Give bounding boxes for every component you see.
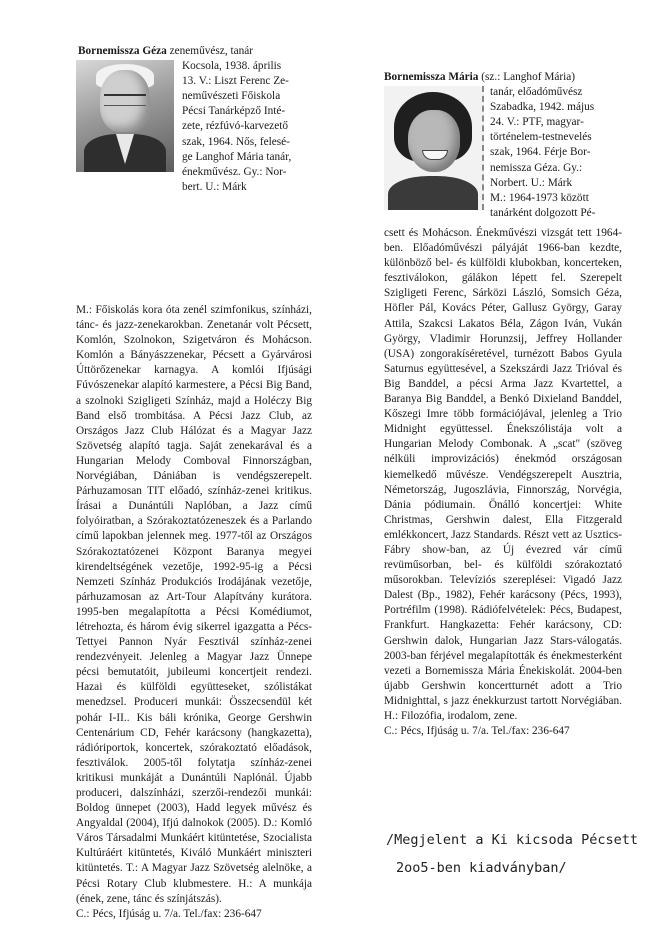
geza-name: Bornemissza Géza: [78, 45, 167, 57]
geza-line: Kocsola, 1938. április: [182, 60, 282, 73]
geza-line: neművészeti Főiskola: [182, 90, 281, 103]
geza-line: ge Langhof Mária tanár,: [182, 150, 292, 163]
maria-line: M.: 1964-1973 között: [490, 191, 589, 204]
maria-line: Szabadka, 1942. május: [490, 101, 595, 114]
maria-body: csett és Mohácson. Énekművészi vizsgát tett 1964-ben. Előadóművészi pályáját 1966-ban kezdte, különböző bel- és külföldi klubokban, koncerteken, fesztiválokon, gálákon lépett fel. Szerepelt Szigligeti Ferenc, Sárközi László, Somsich Géza, Höfler Pál, Kovács Péter, Gallusz György, Garay Attila, Szakcsi Lakatos Béla, Zágon Iván, Vukán György, Vladimir Horunzsij, Jeffrey Hollander (USA) zongorakíséretével, turnézott Babos Gyula Saturnus együttesével, a Szekszárdi Jazz Trióval és Big Banddel, a pécsi Arma Jazz Kvartettel, a Baranya Big Banddel, a Benkó Dixieland Banddel, Kőszegi Imre több formációjával, jelenleg a Trio Midnight együttessel. Énekszólistája volt a Hungarian Melody Combonak. A „scat" (szöveg nélküli improvizációs) énekmód országosan kiemelkedő művésze. Vendégszerepelt Ausztria, Németország, Jugoszlávia, Finnország, Norvégia, Dánia pódiumain. Önálló koncertjei: White Christmas, Gershwin dalest, Ella Fitzgerald emlékkoncert, Jazz Standards. Részt vett az Usztics-Fábry show-ban, az Új évezred vár című revüműsorban, bel- és külföldi szórakoztató műsorokban. Televíziós szereplései: Vigadó Jazz Dalest (Bp., 1982), Fehér karácsony (Pécs, 1993), Portréfilm (1998). Rádiófelvételek: Pécs, Budapest, Frankfurt. Hangkazetta: Fehér karácsony, CD: Gershwin dalok, Hungarian Jazz Stars-válogatás. 2003-ban férjével megalapították és énekmesterként vezeti a Bornemissza Mária Énekiskolát. 2004-ben újabb Gershwin koncertturnét adott a Trio Midnighttal, s jazz énekkurzust tartott Norvégiában. H.: Filozófia, irodalom, zene.: [384, 227, 622, 722]
maria-line: tanárként dolgozott Pé-: [490, 206, 596, 219]
geza-line: 13. V.: Liszt Ferenc Ze-: [182, 75, 289, 88]
maria-intro: (sz.: Langhof Mária): [478, 71, 576, 83]
maria-line: szak, 1964. Férje Bor-: [490, 146, 591, 159]
publication-note: [386, 826, 656, 882]
maria-line: Norbert. U.: Márk: [490, 176, 573, 189]
geza-contact: C.: Pécs, Ifjúság u. 7/a. Tel./fax: 236-647: [76, 907, 262, 920]
geza-intro: zeneművész, tanár: [166, 45, 254, 57]
maria-line: 24. V.: PTF, magyar-: [490, 116, 584, 129]
maria-entry-body: [384, 226, 622, 739]
geza-line: zete, rézfúvó-karvezető: [182, 120, 288, 133]
publication-note-line-1: /Megjelent a Ki kicsoda Pécsett: [386, 832, 638, 848]
geza-lines-beside-photo: [78, 59, 308, 195]
maria-entry-head: [384, 70, 620, 221]
geza-entry-body: [76, 303, 312, 922]
geza-entry-head: [78, 44, 308, 195]
maria-contact: C.: Pécs, Ifjúság u. 7/a. Tel./fax: 236-647: [384, 725, 570, 738]
geza-line: énekművész. Gy.: Nor-: [182, 165, 287, 178]
publication-note-line-2: 2oo5-ben kiadványban/: [396, 860, 567, 876]
geza-line: Pécsi Tanárképző Inté-: [182, 105, 286, 118]
geza-line: szak, 1964. Nős, felesé-: [182, 135, 290, 148]
geza-line: bert. U.: Márk: [182, 180, 247, 193]
maria-line: történelem-testnevelés: [490, 131, 592, 144]
maria-lines-beside-photo: [384, 85, 620, 221]
maria-line: nemissza Géza. Gy.:: [490, 161, 583, 174]
maria-line: tanár, előadóművész: [490, 86, 583, 99]
geza-body: M.: Főiskolás kora óta zenél szimfonikus, színházi, tánc- és jazz-zenekarokban. Zenetanár volt Pécsett, Komlón, Szolnokon, Szigetváron és Mohácson. Komlón a Bányászzenekar, Pécsett a Gyárvárosi Úttörőzenekar karnagya. A komlói Ifjúsági Fúvószenekar alapító karmestere, a Pécsi Big Band, a szolnoki Szigligeti Színház, majd a Holéczy Big Band első trombitása. A Pécsi Jazz Club, az Országos Jazz Club Hálózat és a Magyar Jazz Szövetség alapító tagja. Saját zenekarával és a Hungarian Melody Comboval Finnországban, Norvégiában, Dániában is vendégszerepelt. Párhuzamosan TIT előadó, színház-zenei kritikus. Írásai a Dunántúli Naplóban, a Jazz című folyóiratban, a Szórakoztatózeneszek és a Parlando című lapokban jelennek meg. 1977-től az Országos Szórakoztatózenei Központ Baranya megyei kirendeltségének vezetője, 1992-95-ig a Pécsi Nemzeti Színház Produkciós Irodájának vezetője, párhuzamosan az Art-Tour Alapítvány kurátora. 1995-ben megalapította a Pécsi Komédiumot, létrehozta, és három évig sikerrel igazgatta a Pécs-Tettyei Pannon Nyár Fesztivál színház-zenei rendezvényeit. Jelenleg a Magyar Jazz Ünnepe pécsi bemutatóit, jubileumi koncertjeit rendezi. Hazai és külföldi együtteseket, szólistákat menedzsel. Produceri munkái: Összecsendül két pohár I-II.. Kis báli krónika, George Gershwin Centenárium CD, Fehér karácsony (hangkazetta), rádióriportok, koncertek, szórakoztató előadások, fesztiválok. 2005-től folytatja színház-zenei kritikusi munkáját a Dunántúli Naplónál. Újabb produceri, dalszínházi, szerzői-rendezői munkái: Boldog ünnepet (2003), Hadd legyek művész és Angyaldal (2004), Ifjú dalnokok (2005). D.: Komló Város Társadalmi Munkáért kitüntetése, Szocialista Kultúráért kitüntetés, Kiváló Munkáért miniszteri kitüntetés. T.: A Magyar Jazz Szövetség alelnöke, a Pécsi Rotary Club klubmestere. H.: A munkája (ének, zene, tánc és színjátszás).: [76, 304, 312, 905]
maria-name: Bornemissza Mária: [384, 71, 479, 83]
